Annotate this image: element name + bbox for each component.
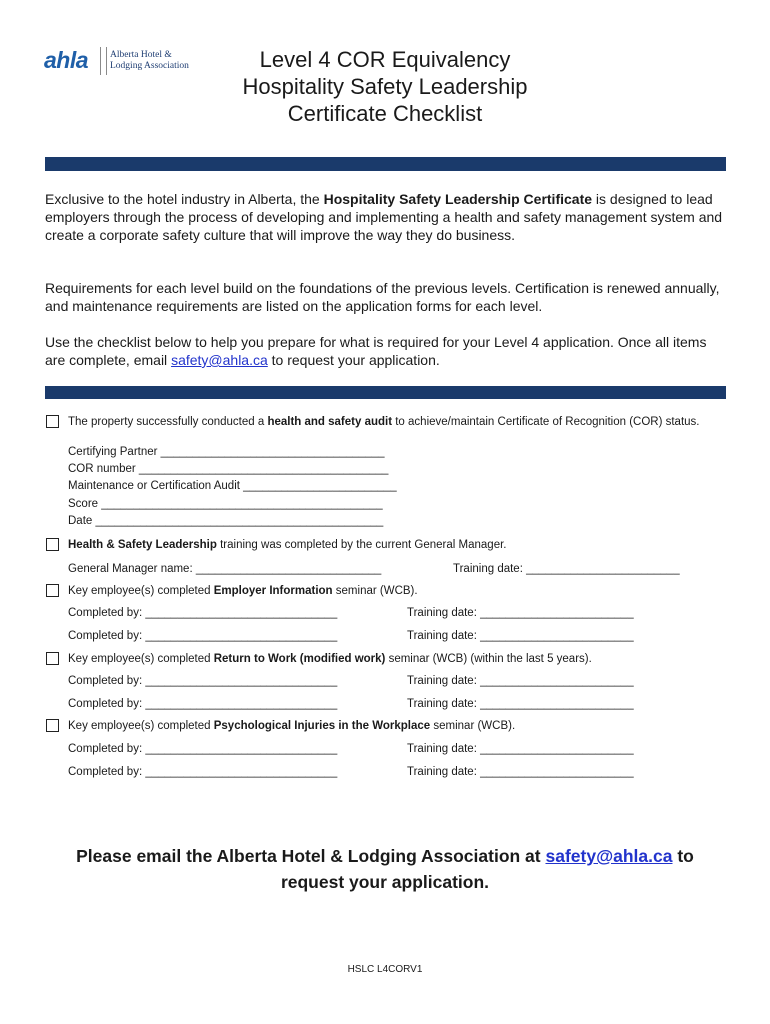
field-training-date[interactable]: Training date: ________________________: [407, 607, 634, 619]
field-score[interactable]: Score ____________________________________________: [68, 498, 383, 510]
checkbox-health-safety-audit[interactable]: [46, 415, 59, 428]
page-title: Level 4 COR Equivalency Hospitality Safety Leadership Certificate Checklist: [242, 47, 528, 126]
field-cor-number[interactable]: COR number _______________________________________: [68, 463, 389, 475]
ahla-logo: [44, 45, 214, 79]
field-training-date[interactable]: Training date: ________________________: [407, 766, 634, 778]
checkbox-hs-leadership[interactable]: [46, 538, 59, 551]
intro-paragraph-3: Use the checklist below to help you prepare for what is required for your Level 4 application. Once all items are complete, email safety@ahla.ca to request your application.: [45, 334, 707, 368]
field-completed-by[interactable]: Completed by: ______________________________: [68, 766, 338, 778]
checkbox-employer-information[interactable]: [46, 584, 59, 597]
field-training-date[interactable]: Training date: ________________________: [407, 698, 634, 710]
field-gm-training-date[interactable]: Training date: ________________________: [453, 563, 680, 575]
item-employer-information-text: Key employee(s) completed Employer Information seminar (WCB).: [68, 585, 418, 597]
header-divider-bar: [45, 157, 726, 171]
field-completed-by[interactable]: Completed by: ______________________________: [68, 607, 338, 619]
intro-paragraph-1: Exclusive to the hotel industry in Alberta, the Hospitality Safety Leadership Certificate is designed to lead employers through the process of developing and implementing a health and safety management system and create a corporate safety culture that will improve the way they do business.: [45, 191, 723, 243]
field-completed-by[interactable]: Completed by: ______________________________: [68, 675, 338, 687]
document-code: HSLC L4CORV1: [347, 964, 423, 975]
field-general-manager-name[interactable]: General Manager name: _____________________________: [68, 563, 382, 575]
item-psychological-injuries-text: Key employee(s) completed Psychological Injuries in the Workplace seminar (WCB).: [68, 720, 516, 732]
field-completed-by[interactable]: Completed by: ______________________________: [68, 698, 338, 710]
logo-mark: ahla: [44, 47, 89, 73]
checklist-divider-bar: [45, 386, 726, 399]
checkbox-psychological-injuries[interactable]: [46, 719, 59, 732]
item-return-to-work-text: Key employee(s) completed Return to Work (modified work) seminar (WCB) (within the last 5 years).: [68, 653, 592, 665]
logo-divider: [100, 47, 107, 75]
email-link[interactable]: safety@ahla.ca: [171, 352, 268, 368]
item-hs-leadership-text: Health & Safety Leadership training was completed by the current General Manager.: [68, 539, 507, 551]
item-health-safety-audit-text: The property successfully conducted a health and safety audit to achieve/maintain Certificate of Recognition (COR) status.: [68, 416, 700, 428]
footer-email-message: Please email the Alberta Hotel & Lodging Association at safety@ahla.ca to request your application.: [76, 846, 694, 892]
field-training-date[interactable]: Training date: ________________________: [407, 743, 634, 755]
field-training-date[interactable]: Training date: ________________________: [407, 675, 634, 687]
field-completed-by[interactable]: Completed by: ______________________________: [68, 743, 338, 755]
field-training-date[interactable]: Training date: ________________________: [407, 630, 634, 642]
intro-paragraph-2: Requirements for each level build on the foundations of the previous levels. Certification is renewed annually, and maintenance requirements are listed on the application forms for each level.: [45, 280, 720, 314]
footer-email-link[interactable]: safety@ahla.ca: [545, 846, 673, 866]
field-certifying-partner[interactable]: Certifying Partner ___________________________________: [68, 446, 385, 458]
field-date[interactable]: Date _____________________________________________: [68, 515, 384, 527]
field-completed-by[interactable]: Completed by: ______________________________: [68, 630, 338, 642]
field-audit-type[interactable]: Maintenance or Certification Audit ________________________: [68, 480, 397, 492]
logo-org-name: Alberta Hotel & Lodging Association: [110, 50, 189, 71]
checkbox-return-to-work[interactable]: [46, 652, 59, 665]
